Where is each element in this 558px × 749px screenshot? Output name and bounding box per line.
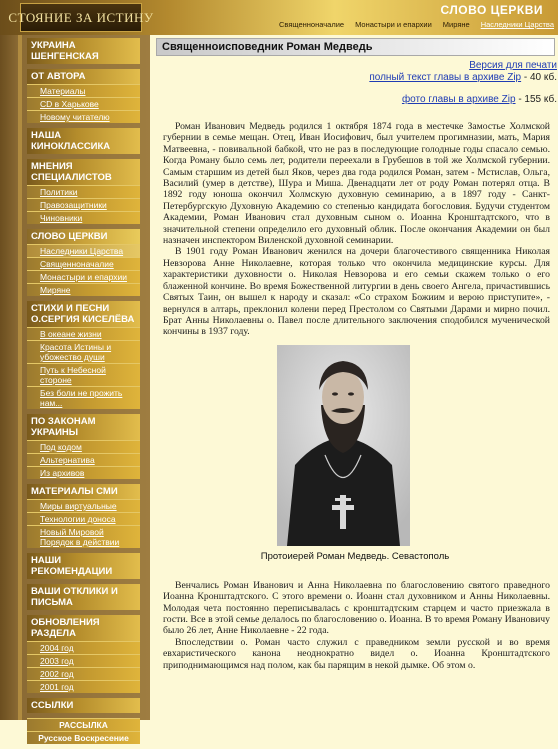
top-nav-item-laity[interactable]: Миряне	[442, 20, 470, 29]
sidebar-item[interactable]: Политики	[27, 185, 140, 198]
sidebar-item-russian-resurrection[interactable]: Русское Воскресение	[27, 731, 140, 744]
sidebar-item[interactable]: В океане жизни	[27, 327, 140, 340]
section-title: СЛОВО ЦЕРКВИ	[440, 3, 543, 17]
sidebar-item[interactable]: Правозащитники	[27, 198, 140, 211]
sidebar-item[interactable]: Красота Истины и убожество души	[27, 340, 140, 363]
top-nav	[279, 20, 554, 29]
sidebar-item[interactable]: Священноначалие	[27, 257, 140, 270]
sidebar-item[interactable]: Новый Мировой Порядок в действии	[27, 525, 140, 548]
sidebar-item[interactable]: Чиновники	[27, 211, 140, 224]
sidebar	[27, 38, 140, 749]
sidebar-section-letters	[27, 584, 140, 610]
sidebar-section-poems	[27, 301, 140, 409]
article-paragraph: Впоследствии о. Роман часто служил с праведником земли русской и во время евхаристического канона неоднократно видел о. Иоанна Кронштадтского приподнимающимся над полом, как бы парящим в некой дымке. Об этом о.	[163, 636, 550, 671]
sidebar-item[interactable]: 2002 год	[27, 667, 140, 680]
top-nav-item-monasteries[interactable]: Монастыри и епархии	[355, 20, 432, 29]
sidebar-section-title[interactable]: ОТ АВТОРА	[27, 69, 140, 84]
sidebar-section-media	[27, 484, 140, 548]
sidebar-item[interactable]: Под кодом	[27, 440, 140, 453]
zip-photo-link[interactable]: фото главы в архиве Zip	[401, 94, 516, 105]
sidebar-section-title[interactable]: СТИХИ И ПЕСНИ О.СЕРГИЯ КИСЕЛЁВА	[27, 301, 140, 327]
sidebar-section-title[interactable]: СЛОВО ЦЕРКВИ	[27, 229, 140, 244]
main-content	[152, 38, 558, 671]
zip-text-row	[152, 72, 558, 83]
zip-text-link[interactable]: полный текст главы в архиве Zip	[369, 72, 522, 83]
sidebar-item[interactable]: Новому читателю	[27, 110, 140, 123]
sidebar-section-experts	[27, 159, 140, 224]
article-paragraph: Роман Иванович Медведь родился 1 октября 1874 года в местечке Замостье Холмской губернии в семье мещан. Отец, Иван Иосифович, был учителем прогимназии, мать, Мария Матвеевна, - повивальной бабкой, что не раз в последующие голодные годы спасало семью. Когда Роману было семь лет, родители переехали в Грубешов в той же Холмской губернии. Самым старшим из детей был Яков, через два года родился Роман, затем - Мстислав, Ольга, Василий (умер в детстве), Шура и Миша. Двенадцати лет от роду Роман потерял отца. В 1892 году юноша окончил Холмскую духовную семинарию, а в 1897 году - Санкт-Петербургскую Духовную Академию со степенью кандидата богословия. Будучи студентом Академии, Роман Иванович стал духовным сыном о. Иоанна Кронштадтского, что в значительной степени определило его духовный облик. После окончания Академии он был назначен инспектором Виленской духовной семинарии.	[163, 121, 550, 247]
sidebar-section-title[interactable]: НАША КИНОКЛАССИКА	[27, 128, 140, 154]
sidebar-item[interactable]: Монастыри и епархии	[27, 270, 140, 283]
top-nav-item-clergy[interactable]: Священноначалие	[279, 20, 345, 29]
sidebar-item[interactable]: Материалы	[27, 84, 140, 97]
sidebar-item[interactable]: CD в Харькове	[27, 97, 140, 110]
sidebar-section-mailing	[27, 718, 140, 744]
sidebar-section-ukraine	[27, 38, 140, 64]
article-paragraph: В 1901 году Роман Иванович женился на дочери благочестивого священника Николая Невзорова Анне Николаевне, которая только что окончила медицинские курсы. Для характеристики духовности о. Николая Невзорова и его семьи скажем только о его блаженной кончине. Во время Божественной литургии в день своего Ангела, причастившись Святых Таин, он вышел к народу и сказал: «Со страхом Божиим и верою приступите», - вернулся в алтарь, преклонил колени перед Престолом со Святыми Дарами и мирно почил. Брат Анны Николаевны о. Павел после длительного заключения сподобился мученической кончины в 1937 году.	[163, 246, 550, 338]
sidebar-item-mailing[interactable]: РАССЫЛКА	[27, 718, 140, 731]
sidebar-item[interactable]: 2004 год	[27, 641, 140, 654]
photo-caption: Протоиерей Роман Медведь. Севастополь	[260, 550, 450, 562]
sidebar-section-title[interactable]: НАШИ РЕКОМЕНДАЦИИ	[27, 553, 140, 579]
top-nav-item-heirs[interactable]: Наследники Царства	[480, 20, 554, 29]
portrait-photo	[277, 345, 410, 546]
zip-photo-size: - 155 кб.	[515, 94, 557, 105]
sidebar-item[interactable]: Путь к Небесной стороне	[27, 363, 140, 386]
sidebar-section-title[interactable]: ОБНОВЛЕНИЯ РАЗДЕЛА	[27, 615, 140, 641]
sidebar-section-title[interactable]: МАТЕРИАЛЫ СМИ	[27, 484, 140, 499]
header	[0, 0, 558, 35]
photo-block	[152, 345, 558, 550]
sidebar-section-title[interactable]: УКРАИНА ШЕНГЕНСКАЯ	[27, 38, 140, 64]
page-title: Священноисповедник Роман Медведь	[156, 38, 555, 56]
sidebar-decor-strip	[18, 35, 22, 720]
sidebar-section-church	[27, 229, 140, 296]
sidebar-item-active[interactable]: Наследники Царства	[27, 244, 140, 257]
zip-text-size: - 40 кб.	[521, 72, 557, 83]
sidebar-item[interactable]: Альтернатива	[27, 453, 140, 466]
sidebar-section-cinema	[27, 128, 140, 154]
sidebar-section-recommendations	[27, 553, 140, 579]
sidebar-section-links	[27, 698, 140, 713]
sidebar-section-author	[27, 69, 140, 123]
sidebar-section-title[interactable]: ССЫЛКИ	[27, 698, 140, 713]
print-link-row	[152, 60, 558, 71]
sidebar-item[interactable]: Миряне	[27, 283, 140, 296]
sidebar-section-title[interactable]: МНЕНИЯ СПЕЦИАЛИСТОВ	[27, 159, 140, 185]
sidebar-section-laws	[27, 414, 140, 479]
sidebar-item[interactable]: 2003 год	[27, 654, 140, 667]
sidebar-section-updates	[27, 615, 140, 693]
sidebar-section-title[interactable]: ПО ЗАКОНАМ УКРАИНЫ	[27, 414, 140, 440]
sidebar-item[interactable]: Из архивов	[27, 466, 140, 479]
sidebar-section-title[interactable]: ВАШИ ОТКЛИКИ И ПИСЬМА	[27, 584, 140, 610]
print-version-link[interactable]: Версия для печати	[469, 60, 557, 71]
zip-photo-row	[152, 94, 558, 105]
site-logo[interactable]: СТОЯНИЕ ЗА ИСТИНУ	[20, 3, 142, 32]
sidebar-item[interactable]: Без боли не прожить нам...	[27, 386, 140, 409]
sidebar-item[interactable]: 2001 год	[27, 680, 140, 693]
article-paragraph: Венчались Роман Иванович и Анна Николаевна по благословению святого праведного Иоанна Кронштадтского. С этого времени о. Иоанн стал духовником и Анны Николаевны. Молодая чета постоянно переписывалась с кронштадтским старцем и часто приезжала в гости. Все в этой семье делалось по благословению о. Иоанна. В то время Роману Ивановичу было 26 лет, Анне Николаевне - 22 года.	[163, 579, 550, 637]
sidebar-item[interactable]: Миры виртуальные	[27, 499, 140, 512]
sidebar-item[interactable]: Технологии доноса	[27, 512, 140, 525]
